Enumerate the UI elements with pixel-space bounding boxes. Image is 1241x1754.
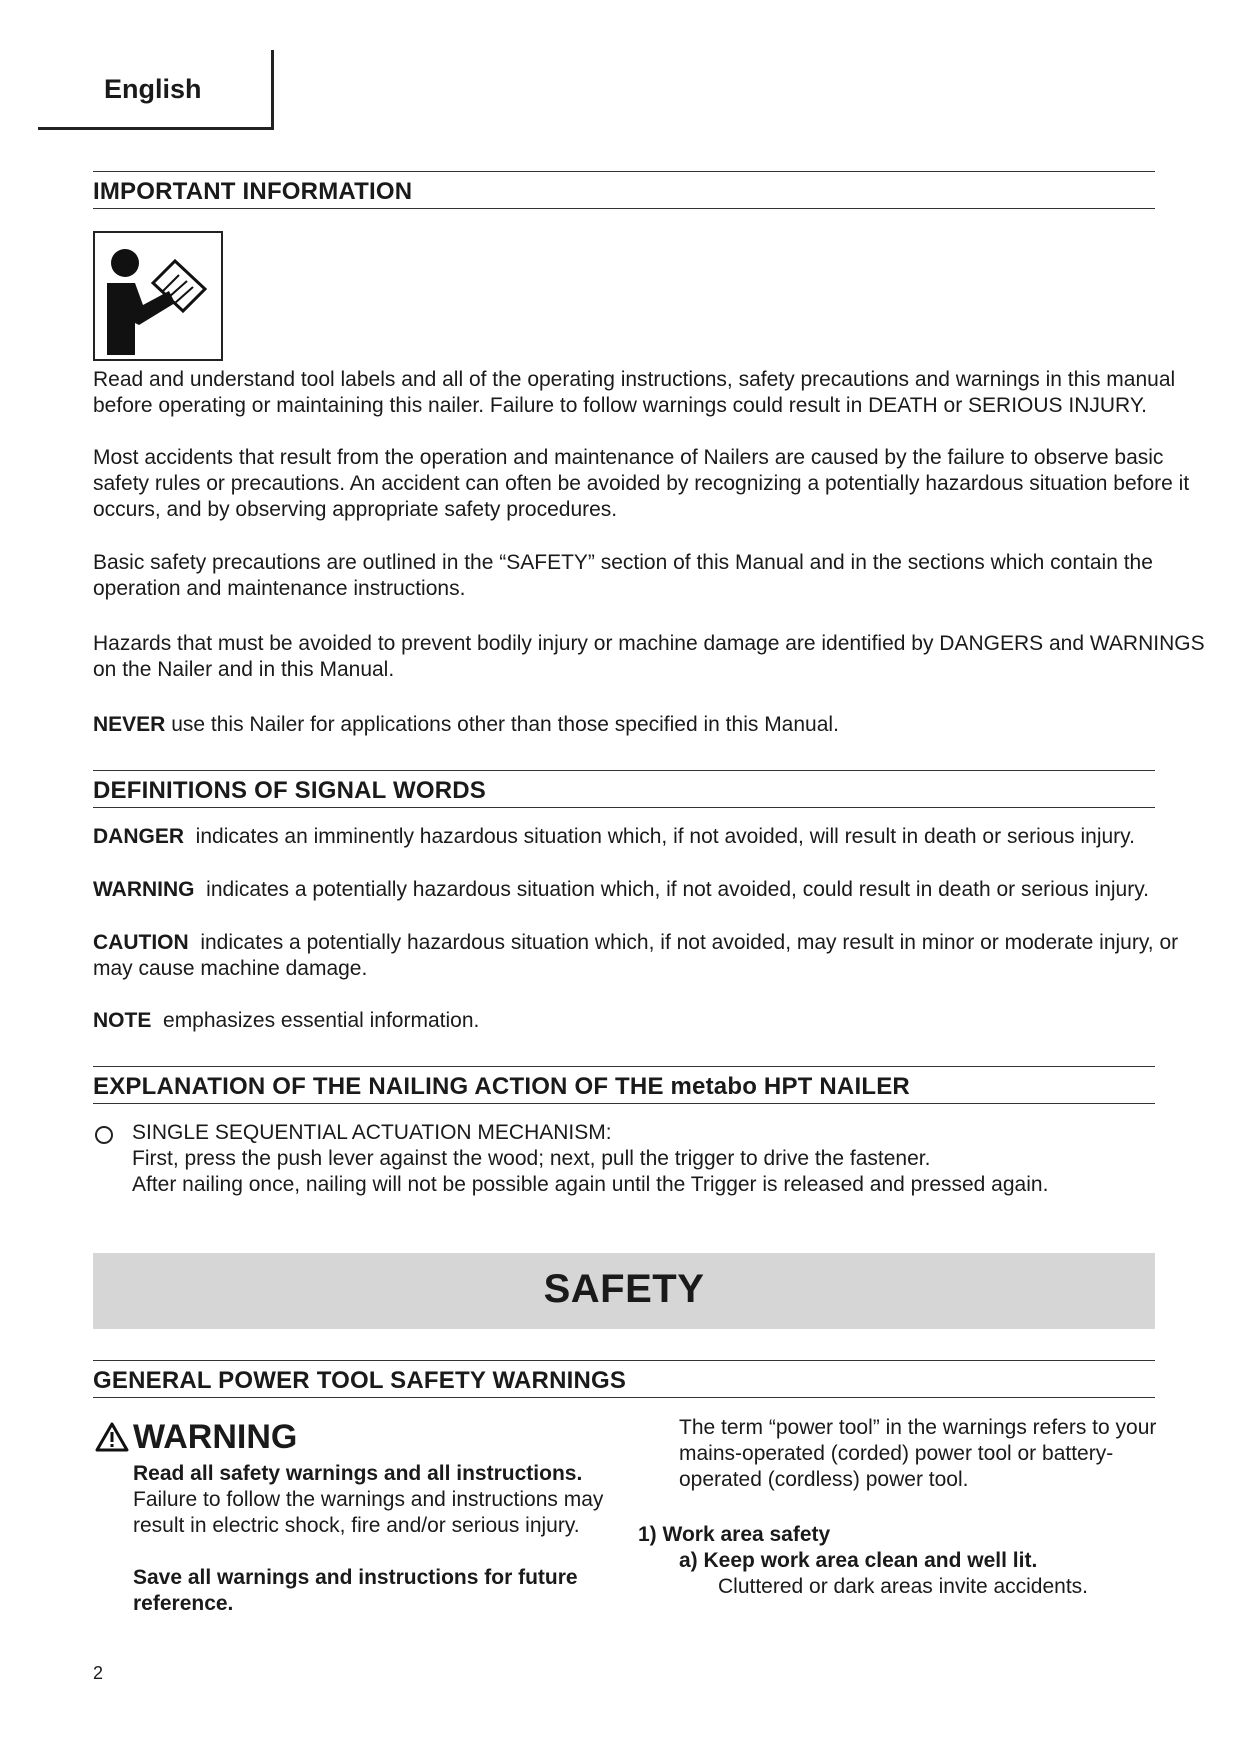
read-manual-icon: [93, 231, 223, 361]
important-paragraph-3: Basic safety precautions are outlined in the “SAFETY” section of this Manual and in the sections which contain the operation and maintenance instructions.: [93, 551, 1153, 600]
important-paragraph-2: Most accidents that result from the operation and maintenance of Nailers are caused by the failure to observe basic safety rules or precautions. An accident can often be avoided by recognizing a potentially hazardous situation before it occurs, and by observing appropriate safety procedures.: [93, 446, 1190, 521]
power-tool-term-paragraph: The term “power tool” in the warnings refers to your mains-operated (corded) power tool or battery- operated (cordless) power tool.: [679, 1416, 1157, 1491]
circle-bullet-icon: [95, 1126, 113, 1144]
warning-definition: WARNING indicates a potentially hazardous situation which, if not avoided, could result in death or serious injury.: [93, 878, 1149, 901]
general-safety-heading: GENERAL POWER TOOL SAFETY WARNINGS: [93, 1360, 1155, 1398]
danger-definition: DANGER indicates an imminently hazardous situation which, if not avoided, will result in death or serious injury.: [93, 825, 1135, 848]
language-tab: [38, 50, 274, 130]
important-paragraph-4: Hazards that must be avoided to prevent bodily injury or machine damage are identified by DANGERS and WARNINGS on the Nailer and in this Manual.: [93, 632, 1205, 681]
warning-triangle-icon: [95, 1422, 129, 1452]
caution-definition: CAUTION indicates a potentially hazardous situation which, if not avoided, may result in minor or moderate injury, or may cause machine damage.: [93, 931, 1179, 980]
note-definition: NOTE emphasizes essential information.: [93, 1009, 480, 1032]
safety-banner: SAFETY: [93, 1253, 1155, 1329]
important-information-heading: IMPORTANT INFORMATION: [93, 171, 1155, 209]
tab-vertical-rule: [271, 50, 274, 130]
page-number: 2: [93, 1663, 104, 1683]
important-paragraph-1: Read and understand tool labels and all of the operating instructions, safety precautions and warnings in this manual before operating or maintaining this nailer. Failure to follow warnings could result in DEATH or SERIOUS INJURY.: [93, 368, 1176, 417]
language-label: English: [104, 74, 202, 104]
tab-horizontal-rule: [38, 127, 274, 130]
signal-words-heading: DEFINITIONS OF SIGNAL WORDS: [93, 770, 1155, 808]
left-warning-column: Read all safety warnings and all instructions. Failure to follow the warnings and instructions may result in electric shock, fire and/or serious injury. Save all warnings and instructions for future reference.: [133, 1462, 604, 1615]
work-area-safety-section: 1) Work area safety a) Keep work area clean and well lit. Cluttered or dark areas invite accidents.: [638, 1523, 1089, 1598]
nailing-action-heading: EXPLANATION OF THE NAILING ACTION OF THE metabo HPT NAILER: [93, 1066, 1155, 1104]
never-paragraph: NEVER use this Nailer for applications other than those specified in this Manual.: [93, 713, 839, 736]
